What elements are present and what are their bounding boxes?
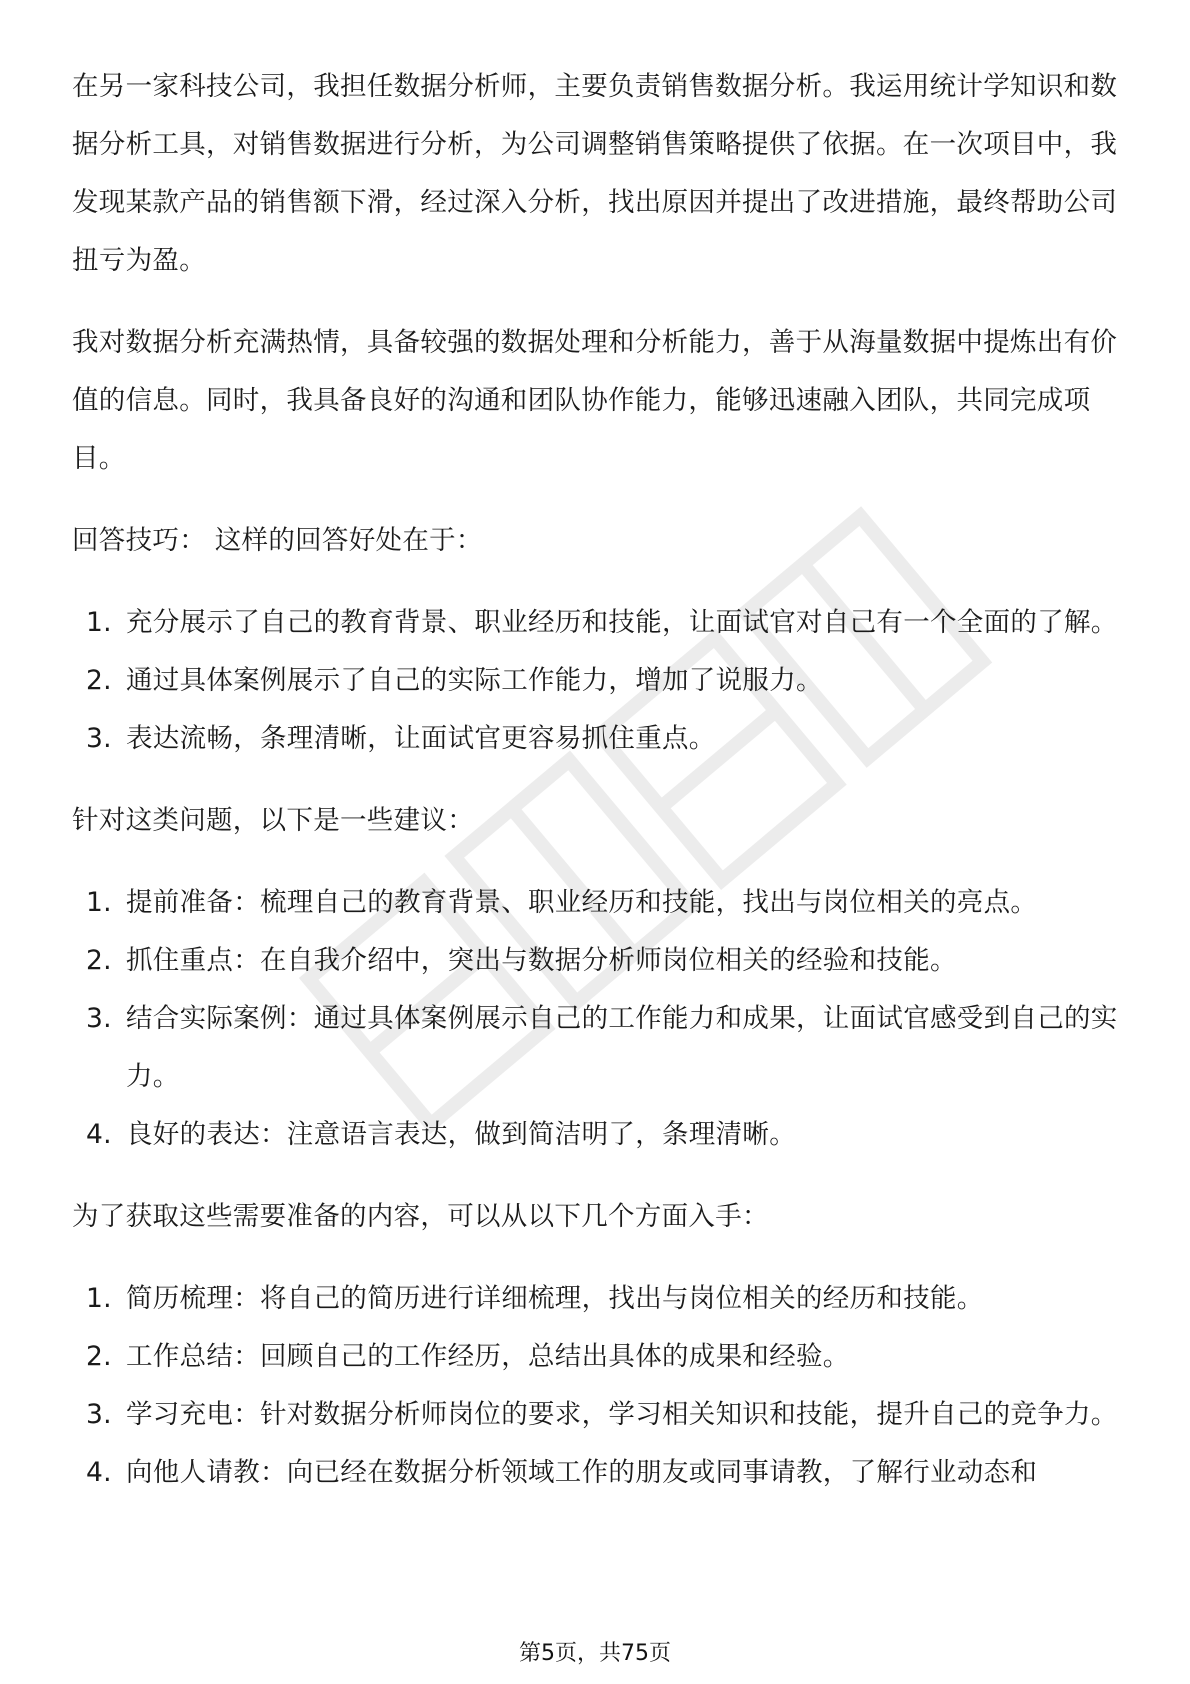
list-item: 2. 抓住重点：在自我介绍中，突出与数据分析师岗位相关的经验和技能。 <box>86 945 957 976</box>
list-item: 2. 通过具体案例展示了自己的实际工作能力，增加了说服力。 <box>86 665 823 696</box>
list-item: 3. 表达流畅，条理清晰，让面试官更容易抓住重点。 <box>86 723 716 754</box>
list-suggestions <box>72 874 1118 1164</box>
list-item: 1. 提前准备：梳理自己的教育背景、职业经历和技能，找出与岗位相关的亮点。 <box>86 887 1038 918</box>
list-item: 3. 结合实际案例：通过具体案例展示自己的工作能力和成果，让面试官感受到自己的实力。 <box>86 1003 1118 1092</box>
list-item: 1. 简历梳理：将自己的简历进行详细梳理，找出与岗位相关的经历和技能。 <box>86 1283 984 1314</box>
list-item: 1. 充分展示了自己的教育背景、职业经历和技能，让面试官对自己有一个全面的了解。 <box>86 607 1118 638</box>
paragraph-passion: 我对数据分析充满热情，具备较强的数据处理和分析能力，善于从海量数据中提炼出有价值的信息。同时，我具备良好的沟通和团队协作能力，能够迅速融入团队，共同完成项目。 <box>72 327 1118 474</box>
list-item: 3. 学习充电：针对数据分析师岗位的要求，学习相关知识和技能，提升自己的竞争力。 <box>86 1399 1118 1430</box>
list-item: 4. 良好的表达：注意语言表达，做到简洁明了，条理清晰。 <box>86 1119 796 1150</box>
paragraph-answer-tips: 回答技巧： 这样的回答好处在于： <box>72 525 483 556</box>
list-preparation <box>72 1270 1118 1502</box>
paragraph-suggestions-intro: 针对这类问题，以下是一些建议： <box>72 805 474 836</box>
paragraph-experience: 在另一家科技公司，我担任数据分析师，主要负责销售数据分析。我运用统计学知识和数据分析工具，对销售数据进行分析，为公司调整销售策略提供了依据。在一次项目中，我发现某款产品的销售额下滑，经过深入分析，找出原因并提出了改进措施，最终帮助公司扭亏为盈。 <box>72 71 1118 276</box>
document-page <box>72 58 1118 1526</box>
list-answer-benefits <box>72 594 1118 768</box>
paragraph-preparation-intro: 为了获取这些需要准备的内容，可以从以下几个方面入手： <box>72 1201 769 1232</box>
page-footer: 第5页，共75页 <box>519 1641 671 1666</box>
list-item: 2. 工作总结：回顾自己的工作经历，总结出具体的成果和经验。 <box>86 1341 850 1372</box>
list-item: 4. 向他人请教：向已经在数据分析领域工作的朋友或同事请教，了解行业动态和 <box>86 1457 1038 1488</box>
